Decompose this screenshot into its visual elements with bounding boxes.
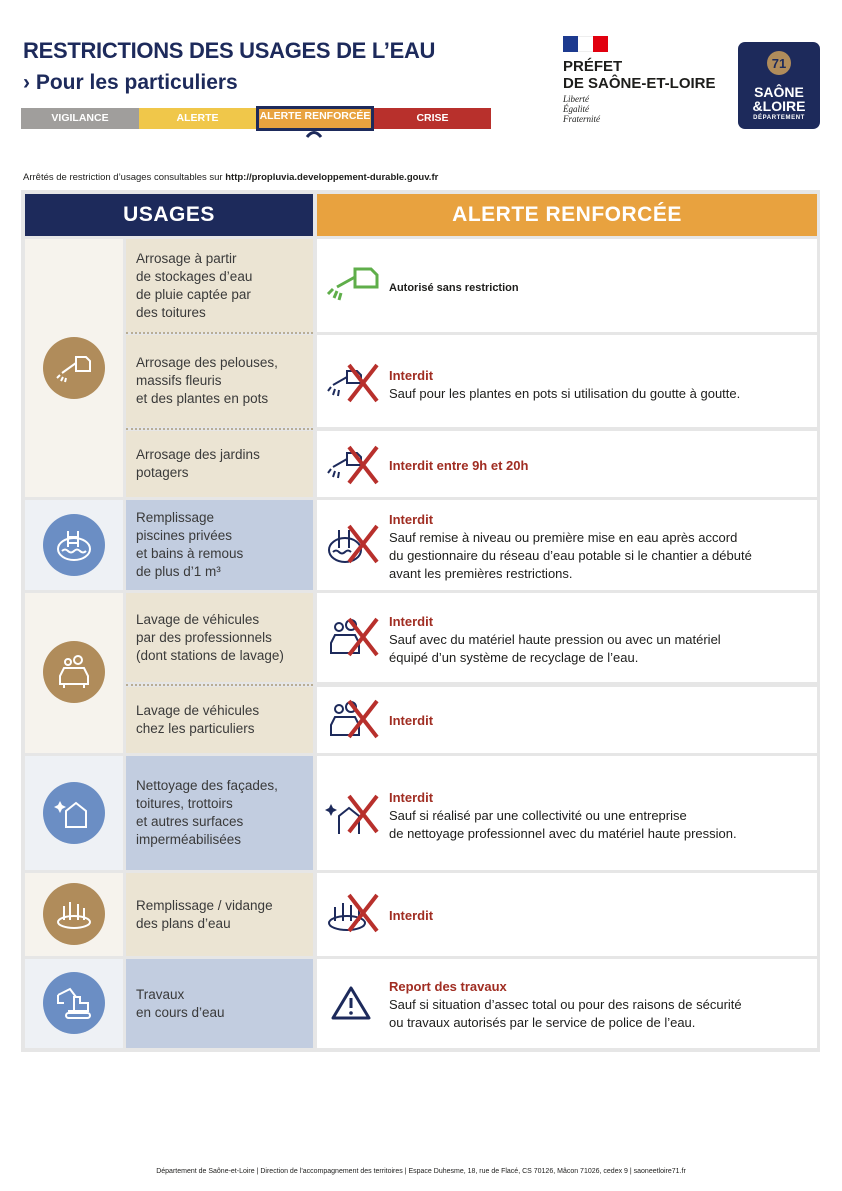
prefecture-block <box>563 36 716 124</box>
group-icon-cell <box>25 756 123 870</box>
usage-label: Arrosage des jardins potagers <box>126 431 313 497</box>
result-cell: Interdit Sauf pour les plantes en pots si utilisation du goutte à goutte. <box>317 335 817 427</box>
result-cell: Report des travaux Sauf si situation d’assec total ou pour des raisons de sécurité ou travaux autorisés par le service de police de l’eau. <box>317 959 817 1048</box>
forbidden-cross-icon <box>343 443 383 487</box>
forbidden-cross-icon <box>343 522 383 566</box>
group-icon-cell <box>25 593 123 753</box>
green-watering-can-icon <box>321 263 385 307</box>
prefecture-name: PRÉFET DE SAÔNE-ET-LOIRE <box>563 58 716 92</box>
excavator-icon <box>43 972 105 1034</box>
selected-level-caret-icon <box>305 130 323 138</box>
group-icon-cell <box>25 873 123 956</box>
usage-label: Nettoyage des façades, toitures, trottoirs et autres surfaces imperméabilisées <box>126 756 313 870</box>
result-cell: Autorisé sans restriction <box>317 239 817 332</box>
row-separator <box>126 684 313 686</box>
row-separator <box>126 428 313 430</box>
car-wash-icon <box>43 641 105 703</box>
watering-can-icon <box>43 337 105 399</box>
svg-text:71: 71 <box>771 56 787 71</box>
forbidden-cross-icon <box>343 792 383 836</box>
usage-label: Arrosage à partir de stockages d’eau de pluie captée par des toitures <box>126 239 313 332</box>
page-subtitle: › Pour les particuliers <box>23 71 238 94</box>
warning-icon <box>331 985 371 1021</box>
result-cell: Interdit Sauf remise à niveau ou première mise en eau après accord du gestionnaire du réseau d’eau potable si le chantier a débuté avant les premières restrictions. <box>317 500 817 590</box>
forbidden-cross-icon <box>343 615 383 659</box>
french-flag-icon <box>563 36 608 52</box>
group-icon-cell <box>25 500 123 590</box>
level-alerte: ALERTE <box>139 108 256 129</box>
result-cell: Interdit entre 9h et 20h <box>317 431 817 497</box>
pond-icon <box>43 883 105 945</box>
propluvia-link[interactable]: http://propluvia.developpement-durable.gouv.fr <box>225 172 439 183</box>
level-crise: CRISE <box>374 108 491 129</box>
level-vigilance: VIGILANCE <box>21 108 139 129</box>
result-cell: Interdit <box>317 687 817 753</box>
result-cell: Interdit Sauf si réalisé par une collectivité ou une entreprise de nettoyage professionnel avec du matériel haute pression. <box>317 756 817 870</box>
building-cleaning-icon <box>43 782 105 844</box>
footer: Département de Saône-et-Loire | Direction de l’accompagnement des territoires | Espace Duhesme, 18, rue de Flacé, CS 70126, Mâcon 71026, cedex 9 | saoneetloire71.fr <box>156 1168 686 1175</box>
usage-label: Travaux en cours d’eau <box>126 959 313 1048</box>
result-cell: Interdit <box>317 873 817 956</box>
row-separator <box>126 332 313 334</box>
group-icon-cell <box>25 959 123 1048</box>
department-logo: 71 SAÔNE &LOIRE DÉPARTEMENT <box>738 42 820 129</box>
alert-levels-bar <box>21 108 491 129</box>
column-header-level: ALERTE RENFORCÉE <box>317 194 817 236</box>
result-cell: Interdit Sauf avec du matériel haute pression ou avec un matériel équipé d’un système de recyclage de l’eau. <box>317 593 817 682</box>
forbidden-cross-icon <box>343 697 383 741</box>
arretes-note: Arrêtés de restriction d’usages consultables sur http://propluvia.developpement-durable.gouv.fr <box>23 172 439 183</box>
level-alerte-renforcee: ALERTE RENFORCÉE <box>256 106 374 131</box>
usage-label: Lavage de véhicules chez les particuliers <box>126 687 313 753</box>
usage-label: Lavage de véhicules par des professionnels (dont stations de lavage) <box>126 593 313 682</box>
usage-label: Arrosage des pelouses, massifs fleuris et des plantes en pots <box>126 335 313 427</box>
page-title: RESTRICTIONS DES USAGES DE L’EAU <box>23 38 436 63</box>
group-icon-cell <box>25 239 123 497</box>
swimming-pool-icon <box>43 514 105 576</box>
department-emblem-icon <box>766 50 792 76</box>
column-header-usages: USAGES <box>25 194 313 236</box>
usage-label: Remplissage / vidange des plans d’eau <box>126 873 313 956</box>
forbidden-cross-icon <box>343 361 383 405</box>
republic-motto: Liberté Égalité Fraternité <box>563 94 600 124</box>
forbidden-cross-icon <box>343 891 383 935</box>
usage-label: Remplissage piscines privées et bains à remous de plus d’1 m³ <box>126 500 313 590</box>
